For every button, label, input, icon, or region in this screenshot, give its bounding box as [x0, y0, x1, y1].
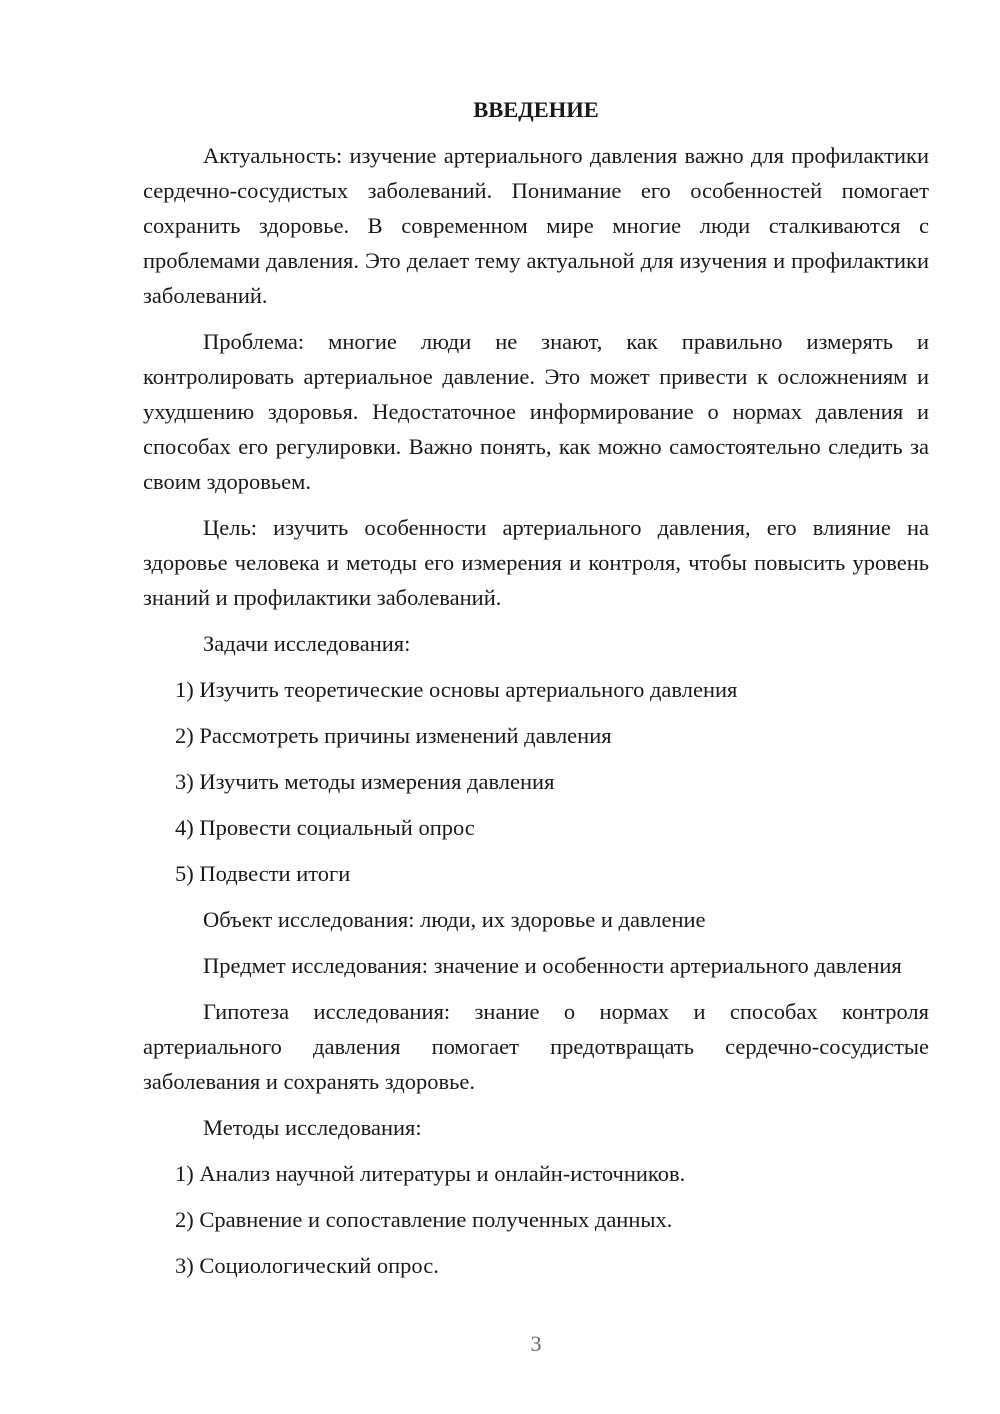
task-item: 4) Провести социальный опрос [175, 815, 475, 840]
method-item: 3) Социологический опрос. [175, 1253, 439, 1278]
tasks-list [143, 672, 929, 891]
section-title: ВВЕДЕНИЕ [473, 97, 599, 122]
object-paragraph: Объект исследования: люди, их здоровье и давление [203, 907, 706, 932]
method-item: 1) Анализ научной литературы и онлайн-источников. [175, 1161, 686, 1186]
methods-heading: Методы исследования: [203, 1115, 422, 1140]
hypothesis-paragraph: Гипотеза исследования: знание о нормах и способах контроля артериального давления помогает предотвращать сердечно-сосудистые заболевания и сохранять здоровье. [143, 999, 929, 1094]
goal-paragraph: Цель: изучить особенности артериального давления, его влияние на здоровье человека и методы его измерения и контроля, чтобы повысить уровень знаний и профилактики заболеваний. [143, 515, 929, 610]
task-item: 5) Подвести итоги [175, 861, 351, 886]
problem-paragraph: Проблема: многие люди не знают, как правильно измерять и контролировать артериальное давление. Это может привести к осложнениям и ухудшению здоровья. Недостаточное информирование о нормах давления и способах его регулировки. Важно понять, как можно самостоятельно следить за своим здоровьем. [143, 329, 929, 494]
relevance-paragraph: Актуальность: изучение артериального давления важно для профилактики сердечно-сосудистых заболеваний. Понимание его особенностей помогает сохранить здоровье. В современном мире многие люди сталкиваются с проблемами давления. Это делает тему актуальной для изучения и профилактики заболеваний. [143, 143, 929, 308]
task-item: 3) Изучить методы измерения давления [175, 769, 555, 794]
page-number: 3 [530, 1331, 542, 1356]
tasks-heading: Задачи исследования: [203, 631, 411, 656]
task-item: 2) Рассмотреть причины изменений давления [175, 723, 612, 748]
page-content [143, 95, 929, 1294]
method-item: 2) Сравнение и сопоставление полученных данных. [175, 1207, 673, 1232]
methods-list [143, 1156, 929, 1283]
task-item: 1) Изучить теоретические основы артериального давления [175, 677, 738, 702]
subject-paragraph: Предмет исследования: значение и особенности артериального давления [203, 953, 902, 978]
